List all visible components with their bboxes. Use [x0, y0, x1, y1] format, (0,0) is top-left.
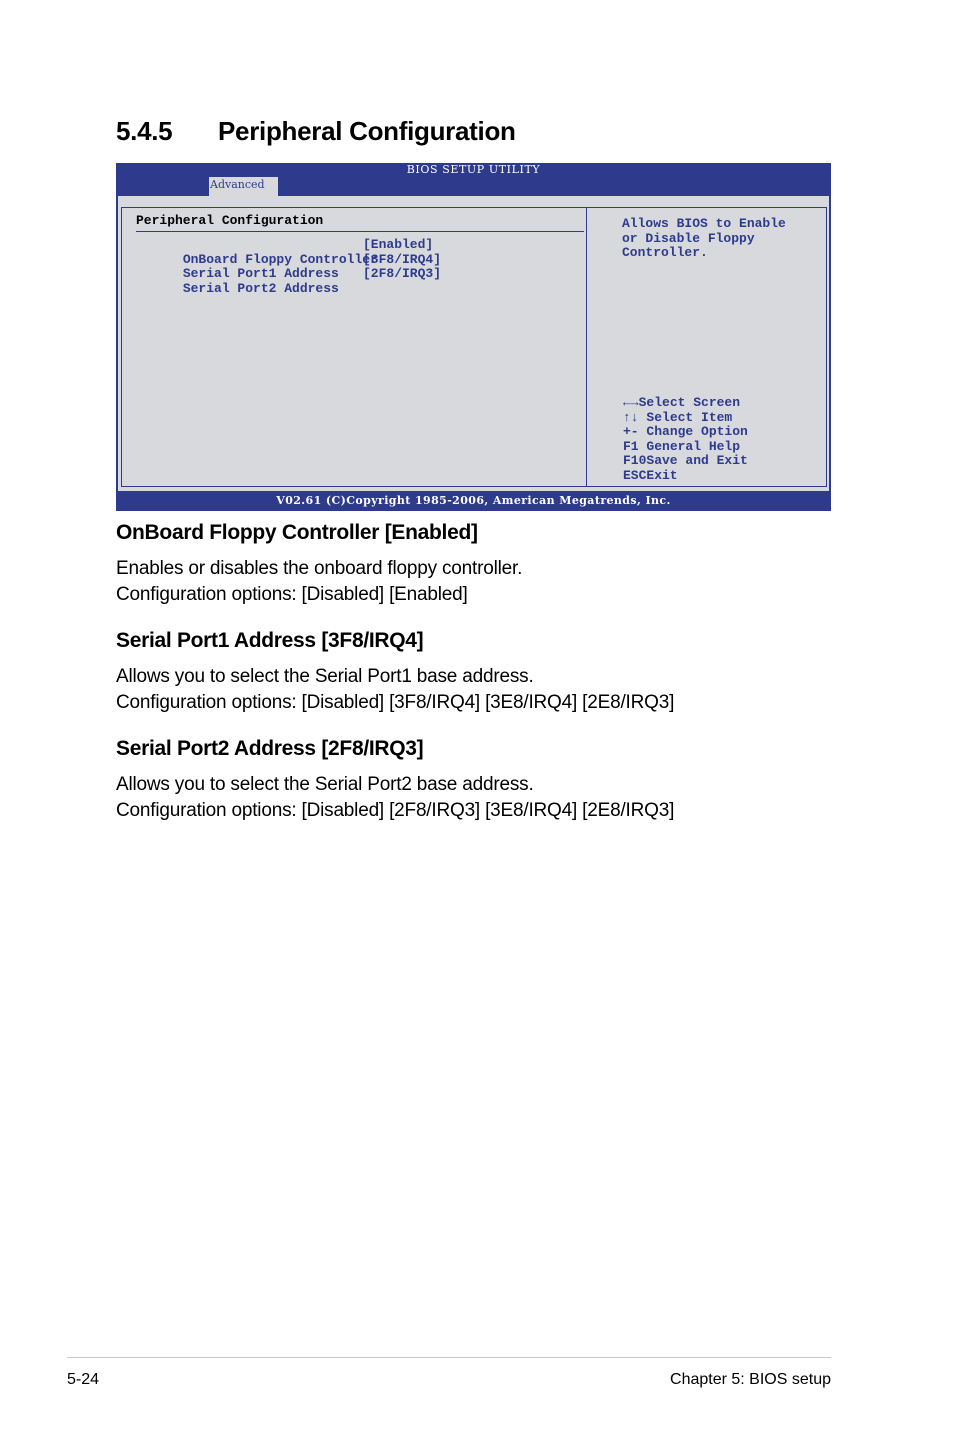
option-desc-serial1-line1: Allows you to select the Serial Port1 base address. — [116, 666, 534, 687]
menu-item-label: OnBoard Floppy Controller — [182, 251, 378, 267]
key-action: Exit — [646, 467, 678, 483]
menu-item-value: [3F8/IRQ4] — [363, 251, 442, 267]
key-action: General Help — [638, 438, 741, 454]
panel-heading: Peripheral Configuration — [136, 213, 324, 228]
option-desc-floppy-line2: Configuration options: [Disabled] [Enabled] — [116, 584, 468, 605]
help-line: Allows BIOS to Enable — [622, 216, 786, 231]
section-number: 5.4.5 — [116, 116, 173, 146]
heading-rule — [136, 231, 584, 232]
page-number: 5-24 — [67, 1371, 100, 1388]
key-label: ESC — [623, 467, 647, 483]
key-label: +- — [623, 424, 639, 439]
section-title-text: Peripheral Configuration — [218, 116, 516, 146]
key-help-change-option — [623, 425, 748, 440]
bios-screenshot — [116, 163, 831, 511]
panel-divider — [586, 207, 587, 487]
bios-copyright: V02.61 (C)Copyright 1985-2006, American Megatrends, Inc. — [276, 494, 671, 507]
footer-rule — [67, 1357, 831, 1358]
option-desc-serial1-line2: Configuration options: [Disabled] [3F8/IRQ4] [3E8/IRQ4] [2E8/IRQ3] — [116, 692, 675, 713]
option-title-floppy: OnBoard Floppy Controller [Enabled] — [116, 521, 478, 544]
key-help-select-screen — [623, 396, 740, 411]
section-title — [116, 116, 516, 147]
key-action: Select Screen — [638, 395, 741, 410]
key-help-save-exit — [623, 454, 748, 469]
arrow-left-right-icon: ←→ — [623, 395, 639, 410]
key-help-general-help — [623, 440, 740, 455]
key-action: Change Option — [638, 424, 748, 439]
menu-item-label: Serial Port1 Address — [182, 266, 339, 281]
key-help-exit — [623, 469, 678, 484]
option-title-serial1: Serial Port1 Address [3F8/IRQ4] — [116, 629, 424, 652]
tab-advanced[interactable]: Advanced — [209, 177, 278, 196]
key-label: F10 — [623, 453, 647, 468]
option-title-serial2: Serial Port2 Address [2F8/IRQ3] — [116, 737, 424, 760]
key-label: F1 — [623, 438, 639, 454]
menu-item-value: [Enabled] — [363, 237, 434, 252]
menu-item-label: Serial Port2 Address — [182, 280, 339, 296]
help-line: Controller. — [622, 245, 708, 260]
bios-title: BIOS SETUP UTILITY — [406, 163, 541, 176]
menu-item-value: [2F8/IRQ3] — [363, 266, 442, 281]
menu-item-serial-port2[interactable] — [136, 266, 442, 325]
option-desc-floppy-line1: Enables or disables the onboard floppy controller. — [116, 558, 523, 579]
key-help-select-item — [623, 411, 732, 426]
help-line: or Disable Floppy — [622, 230, 755, 246]
option-desc-serial2-line1: Allows you to select the Serial Port2 base address. — [116, 774, 534, 795]
key-action: Save and Exit — [646, 453, 748, 468]
arrow-up-down-icon: ↑↓ — [623, 409, 639, 425]
chapter-label: Chapter 5: BIOS setup — [670, 1371, 831, 1388]
option-desc-serial2-line2: Configuration options: [Disabled] [2F8/IRQ3] [3E8/IRQ4] [2E8/IRQ3] — [116, 800, 675, 821]
key-action: Select Item — [638, 409, 733, 425]
bios-body — [118, 196, 829, 491]
